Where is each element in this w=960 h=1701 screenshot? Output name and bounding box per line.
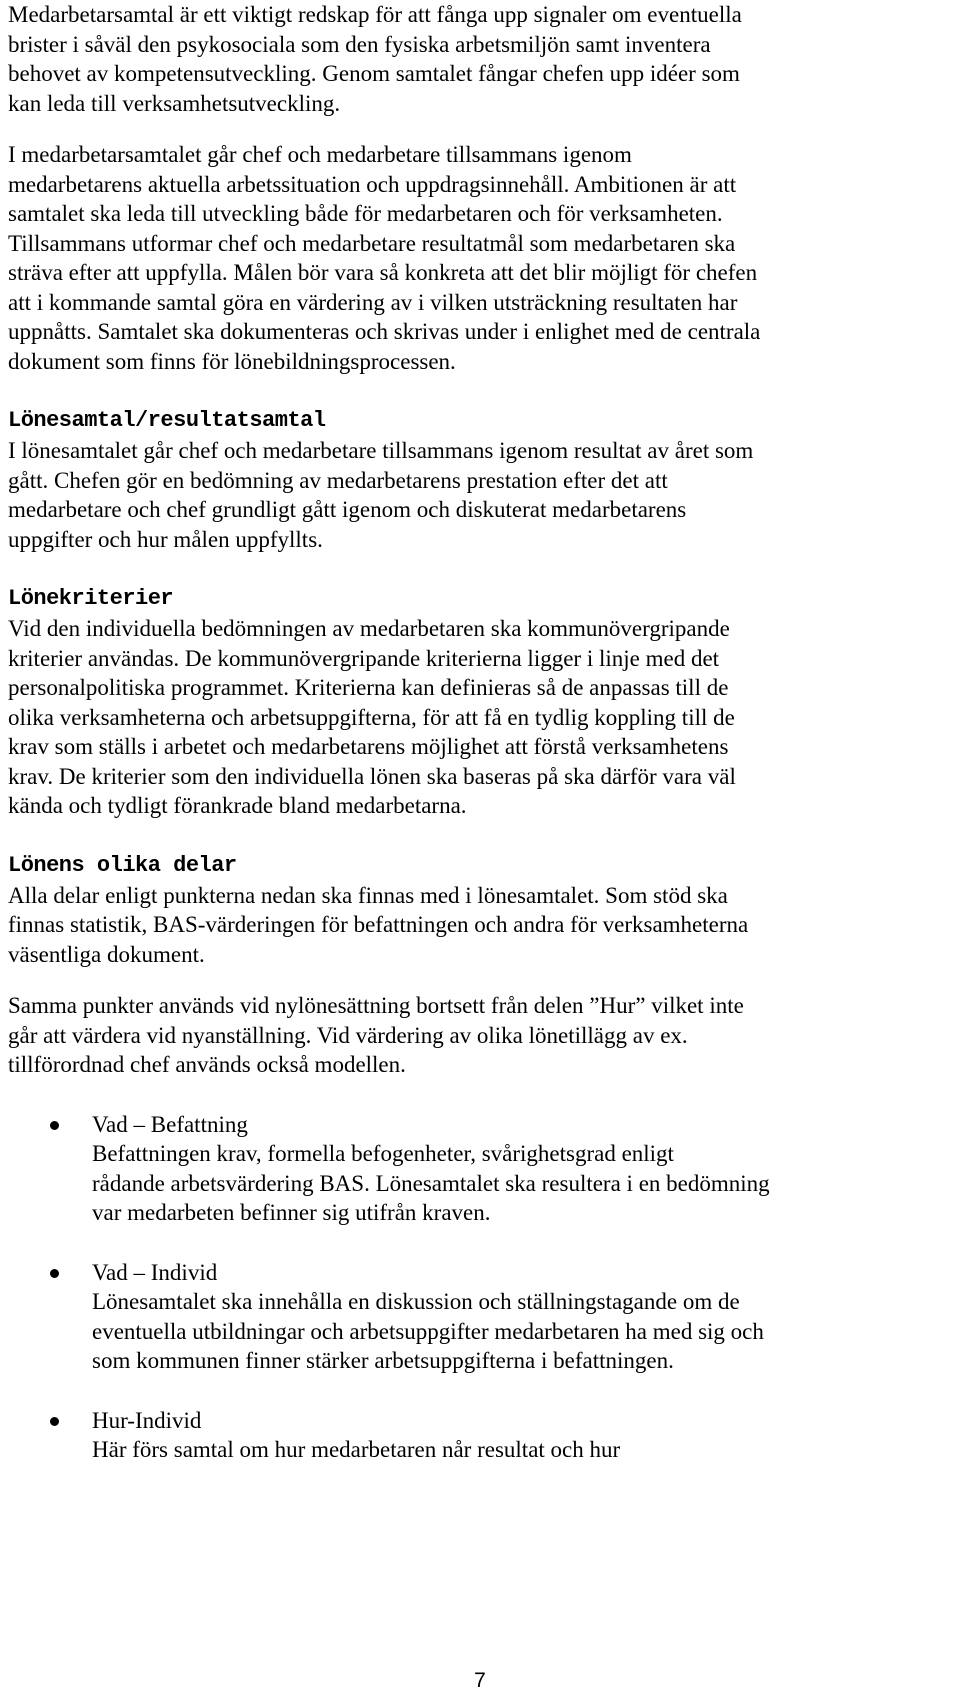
bullet-list	[8, 1110, 948, 1465]
heading-lonens-delar: Lönens olika delar	[8, 852, 237, 878]
lonekriterier-paragraph: Vid den individuella bedömningen av medarbetaren ska kommunövergripande kriterier användas. De kommunövergripande kriterierna ligger i linje med det personalpolitiska programmet. Kriterierna kan definieras så de anpassas till de olika verksamheterna och arbetsuppgifterna, för att få en tydlig koppling till de krav som ställs i arbetet och medarbetarens möjlighet att förstå verksamhetens krav. De kriterier som den individuella lönen ska baseras på ska därför vara väl kända och tydligt förankrade bland medarbetarna.	[8, 616, 736, 818]
heading-lonekriterier: Lönekriterier	[8, 586, 174, 611]
lonesamtal-paragraph: I lönesamtalet går chef och medarbetare tillsammans igenom resultat av året som gått. Chefen gör en bedömning av medarbetarens prestation efter det att medarbetare och chef grundligt gått igenom och diskuterat medarbetarens uppgifter och hur målen uppfyllts.	[8, 438, 754, 552]
list-item-title: Hur-Individ	[92, 1407, 202, 1433]
page-number: 7	[474, 1669, 486, 1692]
bullet-icon	[50, 1417, 59, 1426]
bullet-icon	[50, 1121, 59, 1130]
list-item-title: Vad – Individ	[92, 1259, 218, 1285]
heading-lonesamtal: Lönesamtal/resultatsamtal	[8, 408, 326, 433]
list-item-text: Här förs samtal om hur medarbetaren når resultat och hur	[92, 1437, 621, 1462]
lonens-delar-paragraph-1: Alla delar enligt punkterna nedan ska finnas med i lönesamtalet. Som stöd ska finnas statistik, BAS-värderingen för befattningen och andra för verksamheterna väsentliga dokument.	[8, 882, 749, 967]
list-item-vad-befattning	[8, 1110, 948, 1228]
list-item-text: Befattningen krav, formella befogenheter, svårighetsgrad enligt rådande arbetsvärdering BAS. Lönesamtalet ska resultera i en bedömning var medarbeten befinner sig utifrån kraven.	[92, 1141, 770, 1225]
list-item-hur-individ	[8, 1406, 948, 1465]
list-item-text: Lönesamtalet ska innehålla en diskussion och ställningstagande om de eventuella utbildningar och arbetsuppgifter medarbetaren ha med sig och som kommunen finner stärker arbetsuppgifterna i befattningen.	[92, 1289, 764, 1373]
intro-paragraph-2: I medarbetarsamtalet går chef och medarbetare tillsammans igenom medarbetarens aktuella arbetssituation och uppdragsinnehåll. Ambitionen är att samtalet ska leda till utveckling både för medarbetaren och för verksamheten. Tillsammans utformar chef och medarbetare resultatmål som medarbetaren ska sträva efter att uppfylla. Målen bör vara så konkreta att det blir möjligt för chefen att i kommande samtal göra en värdering av i vilken utsträckning resultaten har uppnåtts. Samtalet ska dokumenteras och skrivas under i enlighet med de centrala dokument som finns för lönebildningsprocessen.	[8, 142, 761, 374]
document-page	[8, 0, 948, 1465]
bullet-icon	[50, 1269, 59, 1278]
list-item-vad-individ	[8, 1258, 948, 1376]
lonens-delar-paragraph-2: Samma punkter används vid nylönesättning bortsett från delen ”Hur” vilket inte går att värdera vid nyanställning. Vid värdering av olika lönetillägg av ex. tillförordnad chef används också modellen.	[8, 993, 744, 1077]
list-item-title: Vad – Befattning	[92, 1111, 248, 1137]
intro-paragraph-1: Medarbetarsamtal är ett viktigt redskap för att fånga upp signaler om eventuella brister i såväl den psykosociala som den fysiska arbetsmiljön samt inventera behovet av kompetensutveckling. Genom samtalet fångar chefen upp idéer som kan leda till verksamhetsutveckling.	[8, 2, 742, 116]
